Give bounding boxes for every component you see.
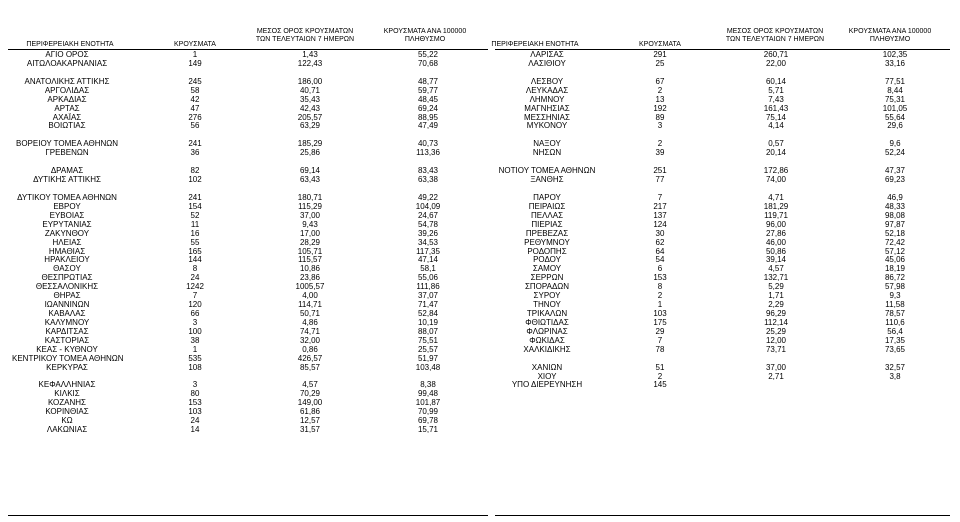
- cell-per100k: 52,18: [884, 228, 906, 238]
- cell-avg7: 60,14: [765, 76, 787, 86]
- cell-per100k: 10,19: [417, 317, 439, 327]
- cell-avg7: 75,14: [765, 112, 787, 122]
- cell-avg7: 161,43: [763, 103, 789, 113]
- cell-region: ΘΑΣΟΥ: [53, 264, 81, 274]
- cell-cases: 108: [188, 362, 202, 372]
- cell-cases: 165: [188, 246, 202, 256]
- cell-cases: 137: [653, 210, 667, 220]
- cell-cases: 124: [653, 219, 667, 229]
- cell-cases: 30: [655, 228, 665, 238]
- cell-region: ΝΗΣΩΝ: [532, 148, 562, 158]
- cell-avg7: 40,71: [299, 85, 321, 95]
- cell-per100k: 3,8: [889, 371, 901, 381]
- cell-avg7: 50,71: [299, 309, 321, 318]
- cell-avg7: 260,71: [763, 50, 789, 59]
- cell-region: ΕΥΒΟΙΑΣ: [49, 210, 85, 220]
- cell-avg7: 0,57: [768, 139, 784, 149]
- cell-per100k: 75,51: [417, 335, 439, 345]
- cell-cases: 102: [188, 175, 202, 184]
- cell-cases: 24: [190, 416, 200, 426]
- cell-per100k: 78,57: [884, 309, 906, 318]
- cell-region: ΚΕΦΑΛΛΗΝΙΑΣ: [38, 380, 96, 390]
- cell-region: ΕΒΡΟΥ: [53, 201, 81, 211]
- cell-per100k: 9,3: [889, 291, 901, 301]
- cell-region: ΚΟΡΙΝΘΙΑΣ: [45, 407, 89, 417]
- cell-per100k: 8,44: [887, 85, 903, 95]
- cell-cases: 78: [655, 344, 665, 354]
- cell-per100k: 111,86: [416, 282, 440, 292]
- cell-per100k: 88,95: [417, 112, 439, 122]
- cell-avg7: 12,57: [299, 416, 321, 426]
- cell-region: ΠΑΡΟΥ: [533, 192, 561, 202]
- cell-per100k: 48,33: [884, 201, 906, 211]
- cell-avg7: 12,00: [765, 335, 787, 345]
- cell-cases: 175: [653, 317, 667, 327]
- cell-avg7: 1005,57: [295, 282, 325, 292]
- cell-region: ΤΗΝΟΥ: [533, 300, 561, 309]
- cell-per100k: 104,09: [415, 201, 441, 211]
- cell-per100k: 33,16: [884, 58, 906, 68]
- cell-per100k: 47,37: [884, 166, 906, 176]
- cell-per100k: 47,49: [417, 121, 439, 131]
- cell-region: ΦΛΩΡΙΝΑΣ: [526, 326, 568, 336]
- cell-cases: 13: [655, 94, 665, 104]
- cell-cases: 535: [188, 353, 202, 363]
- cell-region: ΦΘΙΩΤΙΔΑΣ: [525, 317, 569, 327]
- cell-cases: 3: [192, 317, 198, 327]
- cell-avg7: 149,00: [297, 398, 323, 408]
- header-region-right: ΠΕΡΙΦΕΡΕΙΑΚΗ ΕΝΟΤΗΤΑ: [491, 41, 579, 48]
- cell-avg7: 25,86: [299, 148, 321, 158]
- cell-region: ΚΕΑΣ - ΚΥΘΝΟΥ: [36, 344, 98, 354]
- cell-cases: 1: [657, 300, 663, 309]
- cell-region: ΛΑΣΙΘΙΟΥ: [528, 58, 566, 68]
- cell-region: ΠΙΕΡΙΑΣ: [531, 219, 563, 229]
- cell-avg7: 185,29: [297, 139, 323, 149]
- cell-region: ΤΡΙΚΑΛΩΝ: [526, 309, 568, 318]
- cell-avg7: 42,43: [299, 103, 321, 113]
- cell-cases: 3: [192, 380, 198, 390]
- cell-cases: 56: [190, 121, 200, 131]
- cell-per100k: 34,53: [417, 237, 439, 247]
- cell-cases: 217: [653, 201, 667, 211]
- cell-avg7: 28,29: [299, 237, 321, 247]
- cell-per100k: 25,57: [417, 344, 439, 354]
- cell-region: ΗΡΑΚΛΕΙΟΥ: [44, 255, 90, 265]
- cell-avg7: 96,00: [765, 219, 787, 229]
- cell-region: ΓΡΕΒΕΝΩΝ: [45, 148, 89, 158]
- cell-cases: 8: [657, 282, 663, 292]
- cell-per100k: 59,77: [417, 85, 439, 95]
- cell-per100k: 29,6: [887, 121, 903, 131]
- cell-per100k: 86,72: [884, 273, 906, 283]
- cell-avg7: 74,71: [299, 326, 321, 336]
- cell-region: ΔΥΤΙΚΟΥ ΤΟΜΕΑ ΑΘΗΝΩΝ: [17, 192, 117, 202]
- cell-region: ΜΕΣΣΗΝΙΑΣ: [524, 112, 570, 122]
- cell-per100k: 63,38: [417, 175, 439, 184]
- cell-region: ΜΥΚΟΝΟΥ: [526, 121, 568, 131]
- cell-region: ΔΡΑΜΑΣ: [50, 166, 84, 176]
- cell-avg7: 61,86: [299, 407, 321, 417]
- cell-per100k: 69,78: [417, 416, 439, 426]
- cell-region: ΑΧΑΪΑΣ: [52, 112, 82, 122]
- cell-per100k: 9,6: [889, 139, 901, 149]
- cell-per100k: 103,48: [415, 362, 441, 372]
- cell-cases: 7: [657, 192, 663, 202]
- cell-region: ΙΩΑΝΝΙΝΩΝ: [44, 300, 90, 309]
- cell-per100k: 58,1: [420, 264, 436, 274]
- cell-per100k: 75,31: [884, 94, 906, 104]
- cell-region: ΠΕΛΛΑΣ: [530, 210, 564, 220]
- cell-avg7: 63,29: [299, 121, 321, 131]
- cell-per100k: 24,67: [417, 210, 439, 220]
- cell-avg7: 4,86: [302, 317, 318, 327]
- cell-avg7: 20,14: [765, 148, 787, 158]
- cell-avg7: 70,29: [299, 389, 321, 399]
- cell-avg7: 35,43: [299, 94, 321, 104]
- cell-region: ΘΕΣΣΑΛΟΝΙΚΗΣ: [35, 282, 99, 292]
- cell-avg7: 10,86: [299, 264, 321, 274]
- cell-avg7: 96,29: [765, 309, 787, 318]
- cell-avg7: 63,43: [299, 175, 321, 184]
- cell-per100k: 55,06: [417, 273, 439, 283]
- cell-per100k: 48,77: [417, 76, 439, 86]
- cell-cases: 241: [188, 139, 202, 149]
- cell-avg7: 27,86: [765, 228, 787, 238]
- cell-region: ΖΑΚΥΝΘΟΥ: [44, 228, 90, 238]
- cell-cases: 55: [190, 237, 200, 247]
- cell-per100k: 8,38: [420, 380, 436, 390]
- cell-region: ΣΑΜΟΥ: [532, 264, 562, 274]
- cell-region: ΑΝΑΤΟΛΙΚΗΣ ΑΤΤΙΚΗΣ: [24, 76, 110, 86]
- cell-per100k: 88,07: [417, 326, 439, 336]
- cell-region: ΑΡΤΑΣ: [54, 103, 80, 113]
- cell-avg7: 46,00: [765, 237, 787, 247]
- cell-avg7: 31,57: [299, 425, 321, 435]
- cell-per100k: 70,99: [417, 407, 439, 417]
- cell-cases: 24: [190, 273, 200, 283]
- cell-region: ΚΩ: [61, 416, 73, 426]
- cell-per100k: 57,12: [884, 246, 906, 256]
- cell-cases: 82: [190, 166, 200, 176]
- cell-cases: 89: [655, 112, 665, 122]
- header-cases-left: ΚΡΟΥΣΜΑΤΑ: [174, 41, 216, 48]
- cell-region: ΝΑΞΟΥ: [533, 139, 561, 149]
- cell-region: ΡΕΘΥΜΝΟΥ: [524, 237, 570, 247]
- cell-per100k: 48,45: [417, 94, 439, 104]
- cell-region: ΦΩΚΙΔΑΣ: [529, 335, 565, 345]
- cell-avg7: 205,57: [297, 112, 323, 122]
- cell-avg7: 181,29: [763, 201, 789, 211]
- cell-avg7: 5,71: [768, 85, 784, 95]
- cell-cases: 276: [188, 112, 202, 122]
- cell-avg7: 37,00: [299, 210, 321, 220]
- cell-per100k: [840, 381, 950, 389]
- cell-region: ΥΠΟ ΔΙΕΡΕΥΝΗΣΗ: [511, 380, 583, 390]
- cell-avg7: 426,57: [297, 353, 323, 363]
- cell-cases: 62: [655, 237, 665, 247]
- cell-avg7: 7,43: [768, 94, 784, 104]
- cell-avg7: 4,00: [302, 291, 318, 301]
- cell-avg7: 4,57: [302, 380, 318, 390]
- cell-region: ΧΑΝΙΩΝ: [531, 362, 563, 372]
- cell-region: ΧΙΟΥ: [537, 371, 557, 381]
- cell-per100k: 117,35: [416, 246, 440, 256]
- cell-per100k: 17,35: [884, 335, 906, 345]
- cell-cases: 153: [653, 273, 667, 283]
- cell-cases: 145: [653, 380, 667, 390]
- header-per100k-line1-left: ΚΡΟΥΣΜΑΤΑ ΑΝΑ 100000: [383, 28, 467, 35]
- cell-region: ΧΑΛΚΙΔΙΚΗΣ: [523, 344, 571, 354]
- cell-region: ΛΕΣΒΟΥ: [530, 76, 564, 86]
- cell-per100k: 11,58: [885, 300, 905, 309]
- cell-region: ΕΥΡΥΤΑΝΙΑΣ: [42, 219, 92, 229]
- cell-cases: 14: [190, 425, 200, 435]
- cell-cases: 11: [190, 219, 200, 229]
- cell-per100k: 71,47: [417, 300, 439, 309]
- cell-avg7: 172,86: [763, 166, 789, 176]
- cell-avg7: 4,14: [768, 121, 784, 131]
- cell-per100k: 97,87: [884, 219, 906, 229]
- cell-cases: 47: [190, 103, 200, 113]
- cell-cases: 291: [653, 50, 667, 59]
- header-avg7-line1-right: ΜΕΣΟΣ ΟΡΟΣ ΚΡΟΥΣΜΑΤΩΝ: [726, 28, 824, 35]
- cell-cases: 192: [653, 103, 667, 113]
- cell-cases: 7: [657, 335, 663, 345]
- cell-cases: 153: [188, 398, 202, 408]
- cell-avg7: 74,00: [765, 175, 787, 184]
- cell-cases: 66: [190, 309, 200, 318]
- cell-per100k: 69,23: [884, 175, 906, 184]
- cell-per100k: 47,14: [417, 255, 439, 265]
- cell-per100k: 46,9: [887, 192, 903, 202]
- cell-avg7: 115,57: [298, 255, 322, 265]
- cell-cases: 2: [657, 139, 663, 149]
- cell-cases: 51: [655, 362, 665, 372]
- cell-per100k: 57,98: [884, 282, 906, 292]
- cell-cases: 6: [657, 264, 663, 274]
- cell-avg7: 17,00: [299, 228, 321, 238]
- cell-region: ΞΑΝΘΗΣ: [530, 175, 564, 184]
- cell-per100k: 52,84: [417, 309, 439, 318]
- cell-per100k: 98,08: [884, 210, 906, 220]
- cell-region: ΚΕΝΤΡΙΚΟΥ ΤΟΜΕΑ ΑΘΗΝΩΝ: [12, 353, 124, 363]
- cell-region: ΗΛΕΙΑΣ: [52, 237, 82, 247]
- cell-avg7: 32,00: [299, 335, 321, 345]
- cell-avg7: 115,29: [298, 201, 322, 211]
- cell-region: ΘΕΣΠΡΩΤΙΑΣ: [41, 273, 93, 283]
- cell-avg7: 22,00: [765, 58, 787, 68]
- cell-avg7: 37,00: [765, 362, 787, 372]
- cell-avg7: 132,71: [763, 273, 789, 283]
- cell-per100k: 32,57: [884, 362, 906, 372]
- cell-cases: 103: [188, 407, 202, 417]
- cell-per100k: 70,68: [417, 58, 439, 68]
- cell-per100k: 52,24: [884, 148, 906, 158]
- bottom-rule-right: [495, 515, 950, 516]
- cell-region: ΛΑΡΙΣΑΣ: [530, 50, 564, 59]
- cell-cases: 80: [190, 389, 200, 399]
- cell-region: ΚΟΖΑΝΗΣ: [47, 398, 87, 408]
- cell-per100k: 113,36: [416, 148, 440, 158]
- cell-cases: 1242: [186, 282, 204, 292]
- cell-avg7: 4,57: [768, 264, 784, 274]
- header-avg7-line1-left: ΜΕΣΟΣ ΟΡΟΣ ΚΡΟΥΣΜΑΤΩΝ: [256, 28, 354, 35]
- cell-avg7: 23,86: [299, 273, 321, 283]
- cell-cases: 3: [657, 121, 663, 131]
- cell-avg7: 1,43: [302, 50, 318, 59]
- cell-cases: 2: [657, 371, 663, 381]
- cell-per100k: 69,24: [417, 103, 439, 113]
- cell-cases: 144: [188, 255, 202, 265]
- cell-region: ΗΜΑΘΙΑΣ: [48, 246, 86, 256]
- cell-cases: 149: [188, 58, 202, 68]
- cell-per100k: 37,07: [417, 291, 439, 301]
- header-per100k-line1-right: ΚΡΟΥΣΜΑΤΑ ΑΝΑ 100000: [848, 28, 932, 35]
- cell-per100k: 40,73: [417, 139, 439, 149]
- cell-cases: 38: [190, 335, 200, 345]
- cell-region: ΚΑΣΤΟΡΙΑΣ: [44, 335, 90, 345]
- cell-cases: 16: [190, 228, 200, 238]
- cell-cases: 29: [655, 326, 665, 336]
- cell-region: ΡΟΔΟΥ: [533, 255, 561, 265]
- cell-per100k: 15,71: [417, 425, 439, 435]
- cell-region: ΒΟΡΕΙΟΥ ΤΟΜΕΑ ΑΘΗΝΩΝ: [15, 139, 119, 149]
- cell-region: ΑΡΚΑΔΙΑΣ: [47, 94, 87, 104]
- cell-region: ΑΓΙΟ ΟΡΟΣ: [45, 50, 89, 59]
- cell-region: ΛΗΜΝΟΥ: [529, 94, 565, 104]
- cell-cases: 64: [655, 246, 665, 256]
- cell-per100k: 72,42: [884, 237, 906, 247]
- header-per100k-line2-right: ΠΛΗΘΥΣΜΟ: [869, 36, 911, 43]
- cell-cases: 1: [192, 344, 198, 354]
- cell-cases: 100: [188, 326, 202, 336]
- cell-avg7: 39,14: [765, 255, 787, 265]
- cell-region: ΝΟΤΙΟΥ ΤΟΜΕΑ ΑΘΗΝΩΝ: [498, 166, 596, 176]
- cell-region: ΘΗΡΑΣ: [53, 291, 81, 301]
- cell-cases: 154: [188, 201, 202, 211]
- cell-region: ΠΡΕΒΕΖΑΣ: [525, 228, 569, 238]
- cell-avg7: 9,43: [302, 219, 318, 229]
- cell-region: ΒΟΙΩΤΙΑΣ: [48, 121, 86, 131]
- cell-avg7: [721, 381, 831, 389]
- cell-cases: 54: [655, 255, 665, 265]
- cell-region: ΚΑΒΑΛΑΣ: [48, 309, 86, 318]
- cell-cases: 241: [188, 192, 202, 202]
- cell-avg7: 186,00: [297, 76, 323, 86]
- cell-avg7: 180,71: [297, 192, 323, 202]
- cell-cases: 251: [653, 166, 667, 176]
- cell-per100k: 49,22: [417, 192, 439, 202]
- cell-region: ΛΑΚΩΝΙΑΣ: [46, 425, 88, 435]
- cell-avg7: 73,71: [765, 344, 787, 354]
- cell-per100k: 55,22: [417, 50, 439, 59]
- cell-cases: 67: [655, 76, 665, 86]
- cell-region: ΣΥΡΟΥ: [533, 291, 561, 301]
- cell-region: ΛΕΥΚΑΔΑΣ: [525, 85, 569, 95]
- cell-region: ΚΑΛΥΜΝΟΥ: [44, 317, 90, 327]
- cell-per100k: 83,43: [417, 166, 439, 176]
- cell-avg7: 122,43: [297, 58, 323, 68]
- cell-avg7: 1,71: [768, 291, 784, 301]
- cell-per100k: 45,06: [884, 255, 906, 265]
- cell-avg7: 119,71: [764, 210, 788, 220]
- cell-region: ΚΕΡΚΥΡΑΣ: [46, 362, 88, 372]
- cell-avg7: 69,14: [299, 166, 321, 176]
- cell-per100k: 56,4: [887, 326, 903, 336]
- cell-region: ΑΙΤΩΛΟΑΚΑΡΝΑΝΙΑΣ: [26, 58, 108, 68]
- cell-per100k: 55,64: [884, 112, 906, 122]
- cell-region: ΠΕΙΡΑΙΩΣ: [528, 201, 566, 211]
- cell-cases: 52: [190, 210, 200, 220]
- cell-per100k: 18,19: [884, 264, 906, 274]
- cell-region: ΣΠΟΡΑΔΩΝ: [524, 282, 570, 292]
- cell-region: ΚΙΛΚΙΣ: [54, 389, 80, 399]
- cell-avg7: 2,71: [768, 371, 784, 381]
- cell-per100k: 99,48: [417, 389, 439, 399]
- cell-cases: 8: [192, 264, 198, 274]
- cell-cases: 2: [657, 85, 663, 95]
- cell-per100k: 77,51: [884, 76, 906, 86]
- cell-avg7: 5,29: [768, 282, 784, 292]
- cell-avg7: 112,14: [764, 317, 788, 327]
- cell-per100k: 73,65: [884, 344, 906, 354]
- cell-cases: 77: [655, 175, 665, 184]
- cell-avg7: 105,71: [297, 246, 323, 256]
- cell-cases: 39: [655, 148, 665, 158]
- cell-cases: 25: [655, 58, 665, 68]
- bottom-rule-left: [8, 515, 488, 516]
- cell-cases: 36: [190, 148, 200, 158]
- header-avg7-line2-right: ΤΩΝ ΤΕΛΕΥΤΑΙΩΝ 7 ΗΜΕΡΩΝ: [725, 36, 825, 43]
- cell-avg7: 0,86: [302, 344, 318, 354]
- cell-per100k: 102,35: [882, 50, 908, 59]
- cell-region: ΣΕΡΡΩΝ: [530, 273, 564, 283]
- cell-avg7: 114,71: [298, 300, 322, 309]
- cell-avg7: 4,71: [768, 192, 784, 202]
- cell-cases: 2: [657, 291, 663, 301]
- cell-region: ΔΥΤΙΚΗΣ ΑΤΤΙΚΗΣ: [33, 175, 101, 184]
- cell-per100k: 54,78: [417, 219, 439, 229]
- cell-avg7: 25,29: [765, 326, 787, 336]
- cell-per100k: 101,87: [415, 398, 441, 408]
- cell-region: ΚΑΡΔΙΤΣΑΣ: [45, 326, 89, 336]
- cell-per100k: 51,97: [417, 353, 439, 363]
- cell-region: ΑΡΓΟΛΙΔΑΣ: [44, 85, 90, 95]
- cell-cases: 103: [653, 309, 667, 318]
- header-region-left: ΠΕΡΙΦΕΡΕΙΑΚΗ ΕΝΟΤΗΤΑ: [26, 41, 114, 48]
- cell-per100k: 110,6: [885, 317, 905, 327]
- cell-cases: 120: [188, 300, 202, 309]
- header-avg7-line2-left: ΤΩΝ ΤΕΛΕΥΤΑΙΩΝ 7 ΗΜΕΡΩΝ: [255, 36, 355, 43]
- cell-cases: 245: [188, 76, 202, 86]
- cell-avg7: 2,29: [768, 300, 784, 309]
- cell-cases: 7: [192, 291, 198, 301]
- cell-per100k: 101,05: [882, 103, 908, 113]
- cell-per100k: 39,26: [417, 228, 439, 238]
- cell-cases: 1: [192, 50, 198, 59]
- cell-avg7: 85,57: [299, 362, 321, 372]
- cell-region: ΜΑΓΝΗΣΙΑΣ: [524, 103, 570, 113]
- cell-avg7: 50,86: [765, 246, 787, 256]
- cell-cases: 58: [190, 85, 200, 95]
- cell-region: ΡΟΔΟΠΗΣ: [527, 246, 567, 256]
- header-per100k-line2-left: ΠΛΗΘΥΣΜΟ: [404, 36, 446, 43]
- header-cases-right: ΚΡΟΥΣΜΑΤΑ: [639, 41, 681, 48]
- cell-cases: 42: [190, 94, 200, 104]
